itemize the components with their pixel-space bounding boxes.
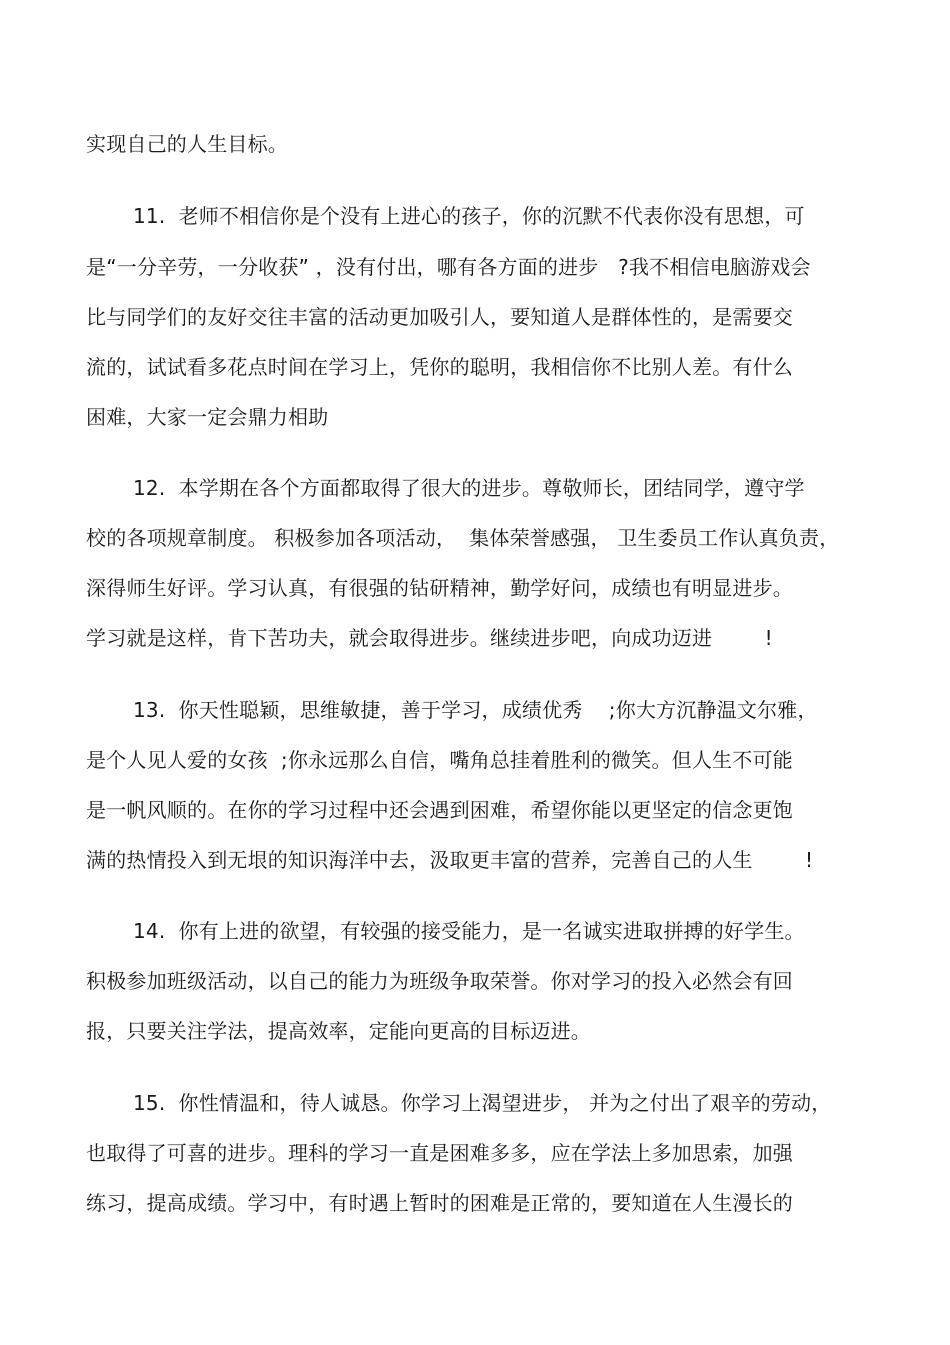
paragraph-11-line-4: 流的，试试看多花点时间在学习上，凭你的聪明，我相信你不比别人差。有什么 <box>86 355 793 379</box>
paragraph-13-line-1: 13. 你天性聪颖，思维敏捷，善于学习，成绩优秀 ;你大方沉静温文尔雅， <box>133 698 818 722</box>
paragraph-15-line-1: 15. 你性情温和，待人诚恳。你学习上渴望进步， 并为之付出了艰辛的劳动， <box>133 1091 832 1115</box>
paragraph-15-line-3: 练习，提高成绩。学习中，有时遇上暂时的困难是正常的，要知道在人生漫长的 <box>86 1191 793 1215</box>
paragraph-13-line-4: 满的热情投入到无垠的知识海洋中去，汲取更丰富的营养，完善自己的人生 ! <box>86 848 814 872</box>
fragment-line: 实现自己的人生目标。 <box>86 132 288 156</box>
paragraph-14-line-3: 报，只要关注学法，提高效率，定能向更高的目标迈进。 <box>86 1019 591 1043</box>
paragraph-11-line-2: 是“一分辛劳，一分收获” ，没有付出，哪有各方面的进步 ?我不相信电脑游戏会 <box>86 255 811 279</box>
paragraph-12-line-4: 学习就是这样，肯下苦功夫，就会取得进步。继续进步吧，向成功迈进 ! <box>86 626 773 650</box>
paragraph-12-line-1: 12. 本学期在各个方面都取得了很大的进步。尊敬师长，团结同学，遵守学 <box>133 476 805 500</box>
paragraph-14-line-2: 积极参加班级活动，以自己的能力为班级争取荣誉。你对学习的投入必然会有回 <box>86 969 793 993</box>
paragraph-15-line-2: 也取得了可喜的进步。理科的学习一直是困难多多，应在学法上多加思索，加强 <box>86 1141 793 1165</box>
paragraph-12-line-3: 深得师生好评。学习认真，有很强的钻研精神，勤学好问，成绩也有明显进步。 <box>86 576 793 600</box>
paragraph-11-line-5: 困难，大家一定会鼎力相助 <box>86 405 329 429</box>
paragraph-11-line-3: 比与同学们的友好交往丰富的活动更加吸引人，要知道人是群体性的，是需要交 <box>86 305 793 329</box>
paragraph-13-line-3: 是一帆风顺的。在你的学习过程中还会遇到困难，希望你能以更坚定的信念更饱 <box>86 798 793 822</box>
paragraph-12-line-2: 校的各项规章制度。 积极参加各项活动， 集体荣誉感强， 卫生委员工作认真负责， <box>86 526 840 550</box>
paragraph-13-line-2: 是个人见人爱的女孩 ;你永远那么自信，嘴角总挂着胜利的微笑。但人生不可能 <box>86 748 793 772</box>
paragraph-11-line-1: 11. 老师不相信你是个没有上进心的孩子，你的沉默不代表你没有思想，可 <box>133 204 805 228</box>
paragraph-14-line-1: 14. 你有上进的欲望，有较强的接受能力，是一名诚实进取拼搏的好学生。 <box>133 919 805 943</box>
